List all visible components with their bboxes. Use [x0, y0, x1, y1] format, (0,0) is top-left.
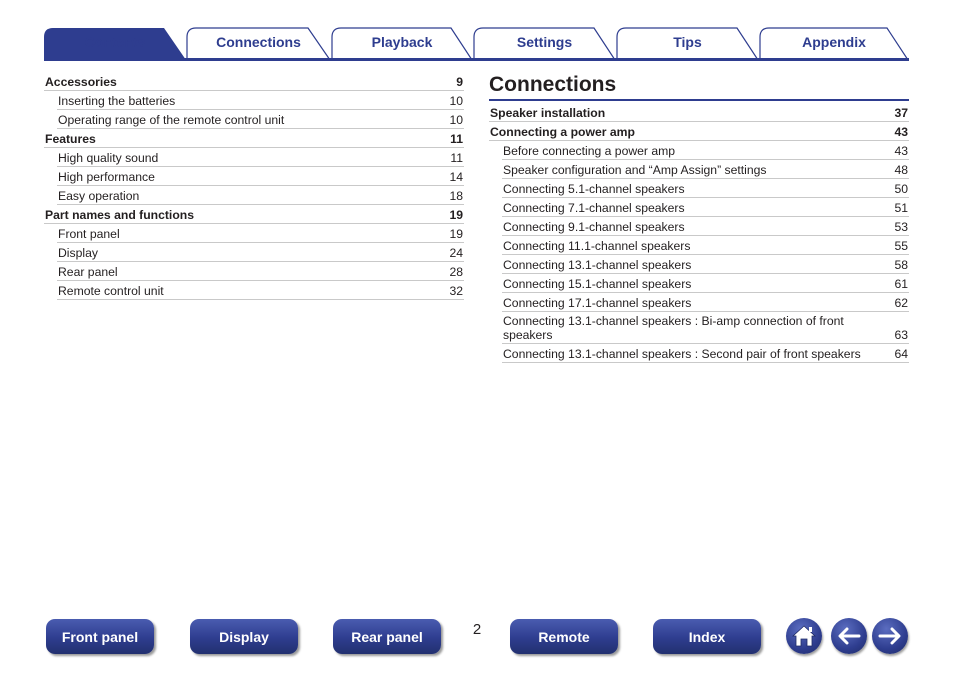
- toc-entry-title: Connecting 5.1-channel speakers: [503, 182, 685, 196]
- page-number: 2: [472, 621, 482, 638]
- toc-entry-page: 19: [449, 227, 463, 241]
- tab-playback[interactable]: [331, 27, 473, 60]
- tab-playback-label: Playback: [371, 33, 433, 50]
- toc-entry-page: 53: [894, 220, 908, 234]
- toc-entry-row[interactable]: [57, 91, 464, 110]
- toc-entry-page: 61: [894, 277, 908, 291]
- tab-connections-label: Connections: [216, 33, 301, 50]
- toc-entry-title: Operating range of the remote control unit: [58, 113, 285, 127]
- toc-entry-title: Connecting 17.1-channel speakers: [503, 296, 692, 310]
- toc-heading-row[interactable]: [489, 103, 909, 122]
- back-button[interactable]: [831, 618, 867, 654]
- toc-entry-row[interactable]: [502, 198, 909, 217]
- tab-appendix-label: Appendix: [802, 33, 866, 50]
- toc-entry-page: 63: [894, 328, 908, 342]
- toc-entry-row[interactable]: [502, 344, 909, 363]
- tab-contents-label: Contents: [84, 33, 146, 50]
- tab-underline: [44, 58, 909, 61]
- toc-entry-title: Connecting 13.1-channel speakers : Bi-amp connection of front speakers: [503, 314, 844, 342]
- toc-entry-page: 11: [450, 132, 463, 146]
- toc-heading-row[interactable]: [489, 122, 909, 141]
- toc-entry-row[interactable]: [57, 167, 464, 186]
- toc-entry-title: Connecting 9.1-channel speakers: [503, 220, 685, 234]
- rear-panel-button[interactable]: Rear panel: [333, 619, 441, 654]
- toc-entry-title: High performance: [58, 170, 155, 184]
- toc-entry-row[interactable]: [502, 160, 909, 179]
- toc-entry-page: 19: [449, 208, 463, 222]
- arrow-left-icon: [835, 622, 863, 650]
- toc-entry-title: Easy operation: [58, 189, 140, 203]
- toc-entry-title: Display: [58, 246, 98, 260]
- toc-entry-page: 58: [894, 258, 908, 272]
- toc-entry-row[interactable]: [57, 148, 464, 167]
- toc-entry-title: Speaker configuration and “Amp Assign” settings: [503, 163, 767, 177]
- toc-entry-title: Speaker installation: [490, 106, 606, 120]
- toc-entry-row[interactable]: [502, 141, 909, 160]
- toc-entry-row[interactable]: [502, 255, 909, 274]
- toc-entry-title: Accessories: [45, 75, 117, 89]
- toc-entry-title: Front panel: [58, 227, 120, 241]
- toc-entry-title: Connecting 13.1-channel speakers: [503, 258, 692, 272]
- left-toc: [44, 72, 464, 300]
- display-button[interactable]: Display: [190, 619, 298, 654]
- toc-entry-row[interactable]: [502, 274, 909, 293]
- toc-entry-page: 24: [449, 246, 463, 260]
- toc-entry-row[interactable]: [57, 186, 464, 205]
- toc-entry-page: 9: [456, 75, 463, 89]
- toc-entry-page: 43: [894, 144, 908, 158]
- toc-entry-title: Inserting the batteries: [58, 94, 176, 108]
- toc-entry-page: 37: [894, 106, 908, 120]
- toc-entry-title: Features: [45, 132, 96, 146]
- toc-entry-page: 10: [449, 94, 463, 108]
- toc-entry-page: 50: [894, 182, 908, 196]
- index-button[interactable]: Index: [653, 619, 761, 654]
- toc-entry-title: Connecting a power amp: [490, 125, 635, 139]
- toc-entry-title: Connecting 15.1-channel speakers: [503, 277, 692, 291]
- toc-entry-row[interactable]: [502, 179, 909, 198]
- right-toc: [489, 72, 909, 363]
- toc-entry-row[interactable]: [57, 243, 464, 262]
- arrow-right-icon: [876, 622, 904, 650]
- remote-button[interactable]: Remote: [510, 619, 618, 654]
- tab-tips[interactable]: [616, 27, 759, 60]
- toc-entry-page: 51: [894, 201, 908, 215]
- home-icon: [790, 622, 818, 650]
- tab-bar: [0, 0, 954, 64]
- toc-entry-row[interactable]: [57, 224, 464, 243]
- toc-entry-row[interactable]: [502, 217, 909, 236]
- toc-entry-row[interactable]: [57, 281, 464, 300]
- toc-heading-row[interactable]: [44, 205, 464, 224]
- front-panel-button[interactable]: Front panel: [46, 619, 154, 654]
- toc-entry-title: Connecting 11.1-channel speakers: [503, 239, 691, 253]
- tab-settings-label: Settings: [516, 33, 573, 50]
- tab-contents[interactable]: [44, 27, 186, 60]
- toc-entry-row[interactable]: [502, 293, 909, 312]
- toc-entry-row[interactable]: [57, 110, 464, 129]
- toc-entry-title: Connecting 7.1-channel speakers: [503, 201, 685, 215]
- toc-entry-title: Part names and functions: [45, 208, 194, 222]
- toc-entry-title: Remote control unit: [58, 284, 164, 298]
- toc-entry-row[interactable]: [502, 312, 909, 344]
- connections-toc-list: [489, 103, 909, 363]
- toc-entry-page: 28: [449, 265, 463, 279]
- toc-heading-row[interactable]: [44, 129, 464, 148]
- toc-entry-page: 10: [449, 113, 463, 127]
- tab-connections[interactable]: [186, 27, 331, 60]
- toc-entry-page: 32: [449, 284, 463, 298]
- toc-heading-row[interactable]: [44, 72, 464, 91]
- toc-entry-title: Connecting 13.1-channel speakers : Second pair of front speakers: [503, 347, 861, 361]
- toc-entry-title: High quality sound: [58, 151, 159, 165]
- toc-entry-page: 48: [894, 163, 908, 177]
- toc-entry-page: 11: [450, 151, 463, 165]
- toc-entry-row[interactable]: [502, 236, 909, 255]
- toc-entry-title: Before connecting a power amp: [503, 144, 676, 158]
- section-title: Connections: [489, 72, 909, 101]
- toc-entry-page: 64: [894, 347, 908, 361]
- toc-entry-page: 18: [449, 189, 463, 203]
- toc-entry-page: 14: [449, 170, 463, 184]
- tab-settings[interactable]: [473, 27, 616, 60]
- home-button[interactable]: [786, 618, 822, 654]
- tab-tips-label: Tips: [673, 33, 702, 50]
- toc-entry-title: Rear panel: [58, 265, 118, 279]
- toc-entry-row[interactable]: [57, 262, 464, 281]
- tab-appendix[interactable]: [759, 27, 909, 60]
- toc-entry-page: 62: [894, 296, 908, 310]
- forward-button[interactable]: [872, 618, 908, 654]
- toc-entry-page: 55: [894, 239, 908, 253]
- toc-entry-page: 43: [894, 125, 908, 139]
